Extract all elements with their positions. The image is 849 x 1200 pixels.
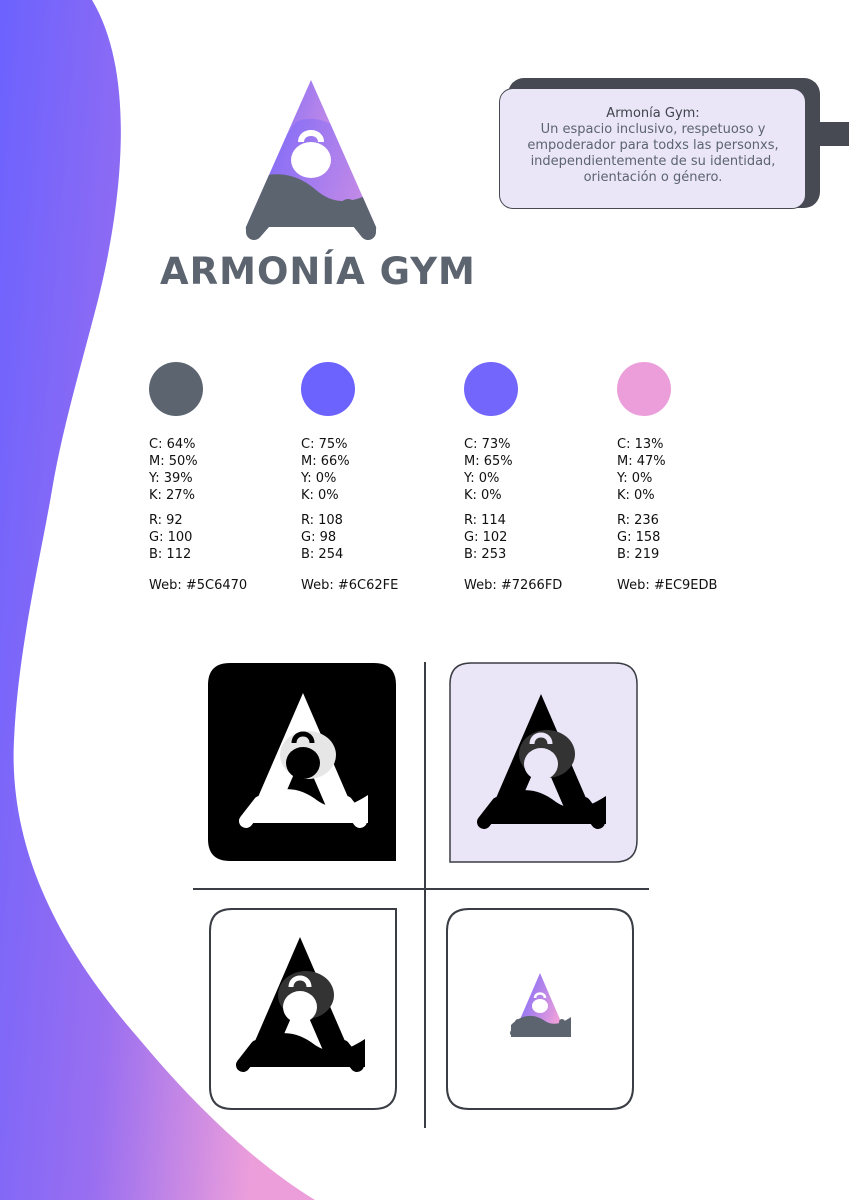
swatch-circle <box>464 362 518 416</box>
swatch-g: G: 100 <box>149 530 193 545</box>
swatch-r: R: 92 <box>149 513 183 528</box>
swatch-m: M: 47% <box>617 454 666 469</box>
swatch-y: Y: 0% <box>617 471 653 486</box>
swatch-y: Y: 0% <box>301 471 337 486</box>
tagline-title: Armonía Gym: <box>606 106 700 121</box>
swatch-gray <box>149 362 279 594</box>
swatch-g: G: 158 <box>617 530 661 545</box>
swatch-r: R: 236 <box>617 513 659 528</box>
swatch-k: K: 0% <box>617 488 655 503</box>
swatch-b: B: 254 <box>301 547 344 562</box>
swatch-violet <box>301 362 431 594</box>
swatch-web: Web: #5C6470 <box>149 578 248 593</box>
swatch-y: Y: 39% <box>149 471 193 486</box>
icon-variant-black <box>208 663 398 863</box>
swatch-web: Web: #6C62FE <box>301 578 399 593</box>
swatch-blue-violet <box>464 362 594 594</box>
brand-name: ARMONÍA GYM <box>160 250 476 293</box>
swatch-pink <box>617 362 747 594</box>
swatch-c: C: 73% <box>464 437 511 452</box>
swatch-g: G: 98 <box>301 530 337 545</box>
swatch-m: M: 65% <box>464 454 513 469</box>
swatch-k: K: 27% <box>149 488 195 503</box>
swatch-circle <box>617 362 671 416</box>
swatch-m: M: 66% <box>301 454 350 469</box>
swatch-y: Y: 0% <box>464 471 500 486</box>
swatch-k: K: 0% <box>464 488 502 503</box>
swatch-b: B: 112 <box>149 547 192 562</box>
swatch-web: Web: #EC9EDB <box>617 578 718 593</box>
tagline-text <box>505 106 801 186</box>
swatch-c: C: 64% <box>149 437 196 452</box>
swatch-g: G: 102 <box>464 530 508 545</box>
swatch-web: Web: #7266FD <box>464 578 563 593</box>
main-logo-icon <box>236 72 386 242</box>
swatch-b: B: 219 <box>617 547 660 562</box>
swatch-k: K: 0% <box>301 488 339 503</box>
tagline-card-tab <box>815 122 849 146</box>
swatch-c: C: 13% <box>617 437 664 452</box>
swatch-r: R: 108 <box>301 513 343 528</box>
swatch-r: R: 114 <box>464 513 506 528</box>
swatch-c: C: 75% <box>301 437 348 452</box>
icon-variant-white <box>208 907 400 1111</box>
swatch-circle <box>149 362 203 416</box>
tagline-body: Un espacio inclusivo, respetuoso y empoderador para todxs las personxs, independientemente de su identidad, orientación o género. <box>527 122 779 185</box>
icon-variant-color <box>445 907 637 1111</box>
icon-variant-lavender <box>449 662 639 864</box>
swatch-circle <box>301 362 355 416</box>
swatch-b: B: 253 <box>464 547 507 562</box>
swatch-m: M: 50% <box>149 454 198 469</box>
